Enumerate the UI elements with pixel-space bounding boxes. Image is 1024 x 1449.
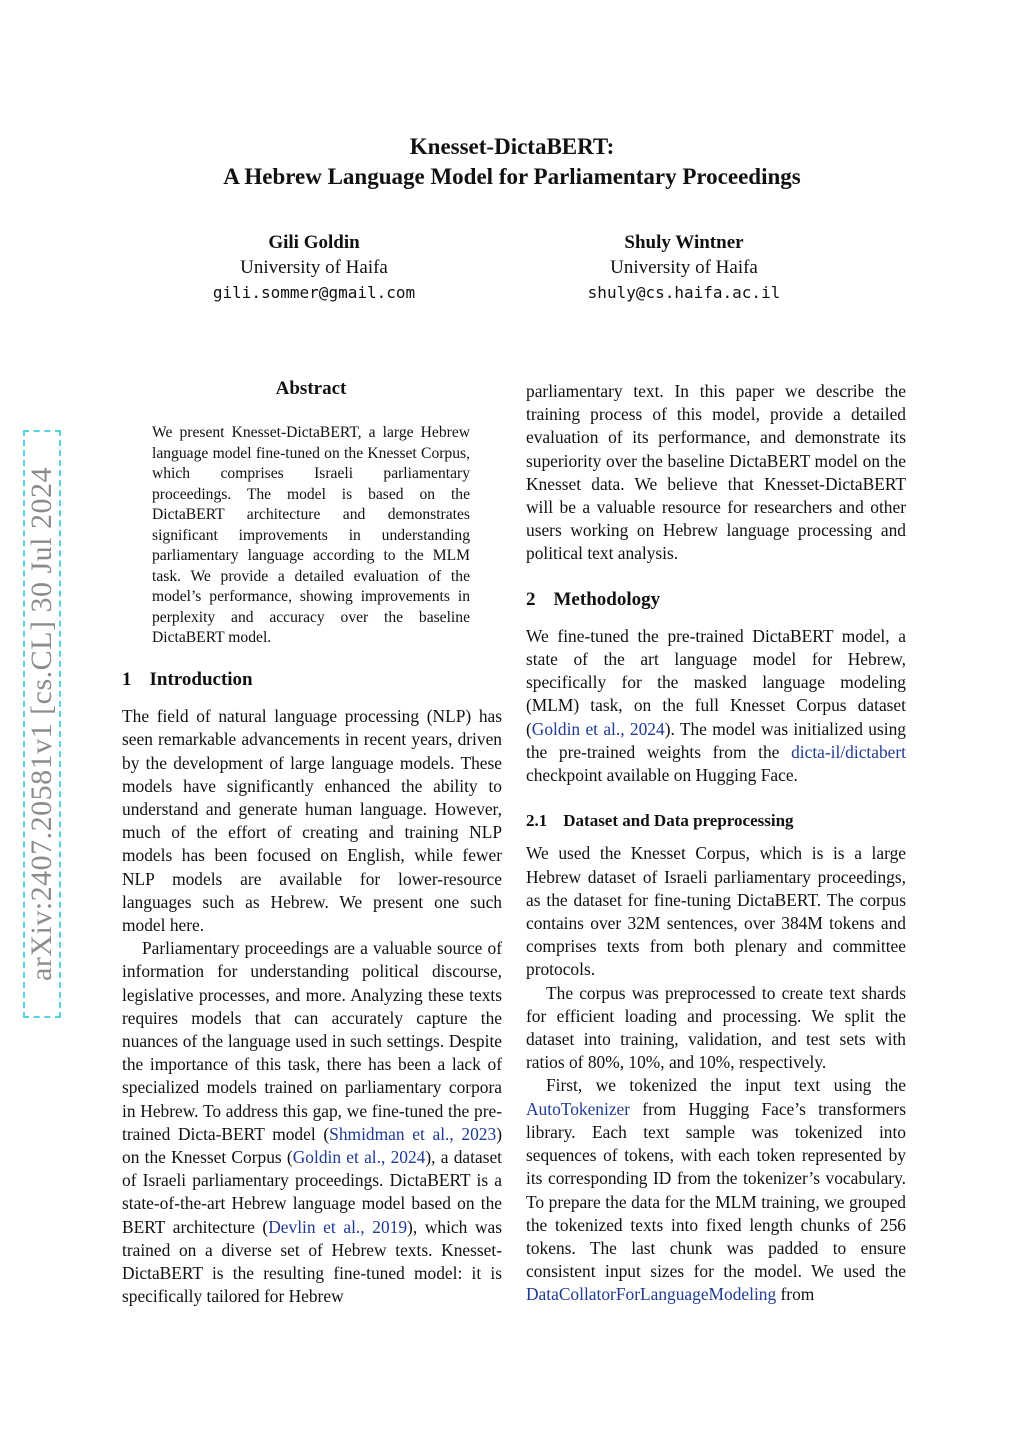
dataset-paragraph-1: We used the Knesset Corpus, which is is a large Hebrew dataset of Israeli parliamentary proceedings, as the dataset for fine-tuning DictaBERT. The corpus contains over 32M sentences, over 384M tokens and comprises texts from both plenary and committee protocols.	[526, 843, 906, 980]
author-name: Shuly Wintner	[624, 232, 744, 253]
text-span: from	[776, 1284, 815, 1305]
text-span: We fine-tuned the pre-trained DictaBERT model, a state of the art language model for Hebrew, specifically for the masked language modeling (MLM) task, on the full Knesset Corpus dataset (	[526, 625, 906, 739]
author-email: shuly@cs.haifa.ac.il	[587, 283, 781, 302]
author-affiliation: University of Haifa	[610, 257, 758, 278]
subsection-heading-dataset	[526, 809, 906, 832]
autotokenizer-link[interactable]: AutoTokenizer	[526, 1098, 631, 1119]
section-heading-methodology	[526, 588, 906, 611]
section-title: Introduction	[149, 669, 253, 690]
subsection-number: 2.1	[526, 811, 548, 831]
intro-paragraph-2	[122, 937, 502, 1308]
author-email: gili.sommer@gmail.com	[212, 283, 416, 302]
section-title: Methodology	[553, 588, 661, 610]
arxiv-identifier: arXiv:2407.20581v1 [cs.CL] 30 Jul 2024	[25, 467, 58, 981]
text-span: ). The model was initialized using the pre-trained weights from the	[526, 718, 906, 762]
text-span: First, we tokenized the input text using the	[546, 1075, 906, 1096]
intro-paragraph-3: parliamentary text. In this paper we describe the training process of this model, provide a detailed evaluation of its performance, and demonstrate its superiority over the baseline DictaBERT model on the Knesset data. We believe that Knesset-DictaBERT will be a valuable resource for researchers and other users working on Hebrew language processing and political text analysis.	[526, 381, 906, 564]
data-collator-link[interactable]: DataCollatorForLanguageModeling	[526, 1284, 777, 1305]
citation-link[interactable]: Goldin et al., 2024	[292, 1147, 426, 1168]
author-affiliation: University of Haifa	[240, 257, 388, 278]
author-block	[164, 230, 464, 305]
text-span: ), which was trained on a diverse set of Hebrew texts. Knesset-DictaBERT is the resulting fine-tuned model: it is specifically tailored for Hebrew	[122, 1216, 503, 1307]
author-name: Gili Goldin	[268, 232, 360, 253]
text-span: ) on the Knesset Corpus (	[122, 1123, 502, 1168]
subsection-title: Dataset and Data preprocessing	[563, 811, 794, 831]
text-span: from Hugging Face’s transformers library. Each text sample was tokenized into sequences of tokens, with each token represented by its corresponding ID from the tokenizer’s vocabulary. To prepare the data for the MLM training, we grouped the tokenized texts into fixed length chunks of 256 tokens. The last chunk was padded to ensure consistent input sizes for the model. We used the	[526, 1098, 906, 1282]
right-column	[526, 380, 906, 1307]
text-span: checkpoint available on Hugging Face.	[526, 765, 798, 786]
section-heading-introduction	[122, 668, 502, 691]
arxiv-stamp	[23, 430, 61, 1018]
left-column	[122, 668, 502, 1308]
dataset-paragraph-3	[526, 1074, 906, 1306]
dataset-paragraph-2: The corpus was preprocessed to create text shards for efficient loading and processing. We split the dataset into training, validation, and test sets with ratios of 80%, 10%, and 10%, respectively.	[526, 982, 906, 1073]
citation-link[interactable]: Goldin et al., 2024	[531, 718, 665, 739]
abstract-text: We present Knesset-DictaBERT, a large Hebrew language model fine-tuned on the Knesset Corpus, which comprises Israeli parliamentary proceedings. The model is based on the DictaBERT architecture and demonstrates significant improvements in understanding parliamentary language according to the MLM task. We provide a detailed evaluation of the model’s performance, showing improvements in perplexity and accuracy over the baseline DictaBERT model.	[152, 424, 470, 646]
author-block	[534, 230, 834, 305]
methodology-paragraph	[526, 625, 906, 787]
text-span: ), a dataset of Israeli parliamentary proceedings. DictaBERT is a state-of-the-art Hebrew language model based on the BERT architecture (	[122, 1147, 503, 1237]
text-span: Parliamentary proceedings are a valuable source of information for understanding political discourse, legislative processes, and more. Analyzing these texts requires models that can accurately capture the nuances of the language used in such settings. Despite the importance of this task, there has been a lack of specialized models trained on parliamentary corpora in Hebrew. To address this gap, we fine-tuned the pre-trained Dicta-BERT model (	[122, 938, 502, 1144]
citation-link[interactable]: Shmidman et al., 2023	[329, 1123, 497, 1144]
dictabert-link[interactable]: dicta-il/dictabert	[791, 741, 906, 762]
title-line-1: Knesset-DictaBERT:	[409, 134, 615, 159]
section-number: 1	[122, 669, 132, 690]
intro-paragraph-1: The field of natural language processing (NLP) has seen remarkable advancements in recent years, driven by the development of large language models. These models have significantly enhanced the ability to understand and generate human language. However, much of the effort of creating and training NLP models has been focused on English, while fewer NLP models are available for lower-resource languages such as Hebrew. We present one such model here.	[122, 706, 502, 936]
abstract-heading: Abstract	[275, 378, 347, 399]
citation-link[interactable]: Devlin et al., 2019	[268, 1216, 408, 1237]
title-line-2: A Hebrew Language Model for Parliamentary Proceedings	[223, 164, 801, 189]
paper-title	[0, 132, 1024, 192]
section-number: 2	[526, 588, 536, 610]
